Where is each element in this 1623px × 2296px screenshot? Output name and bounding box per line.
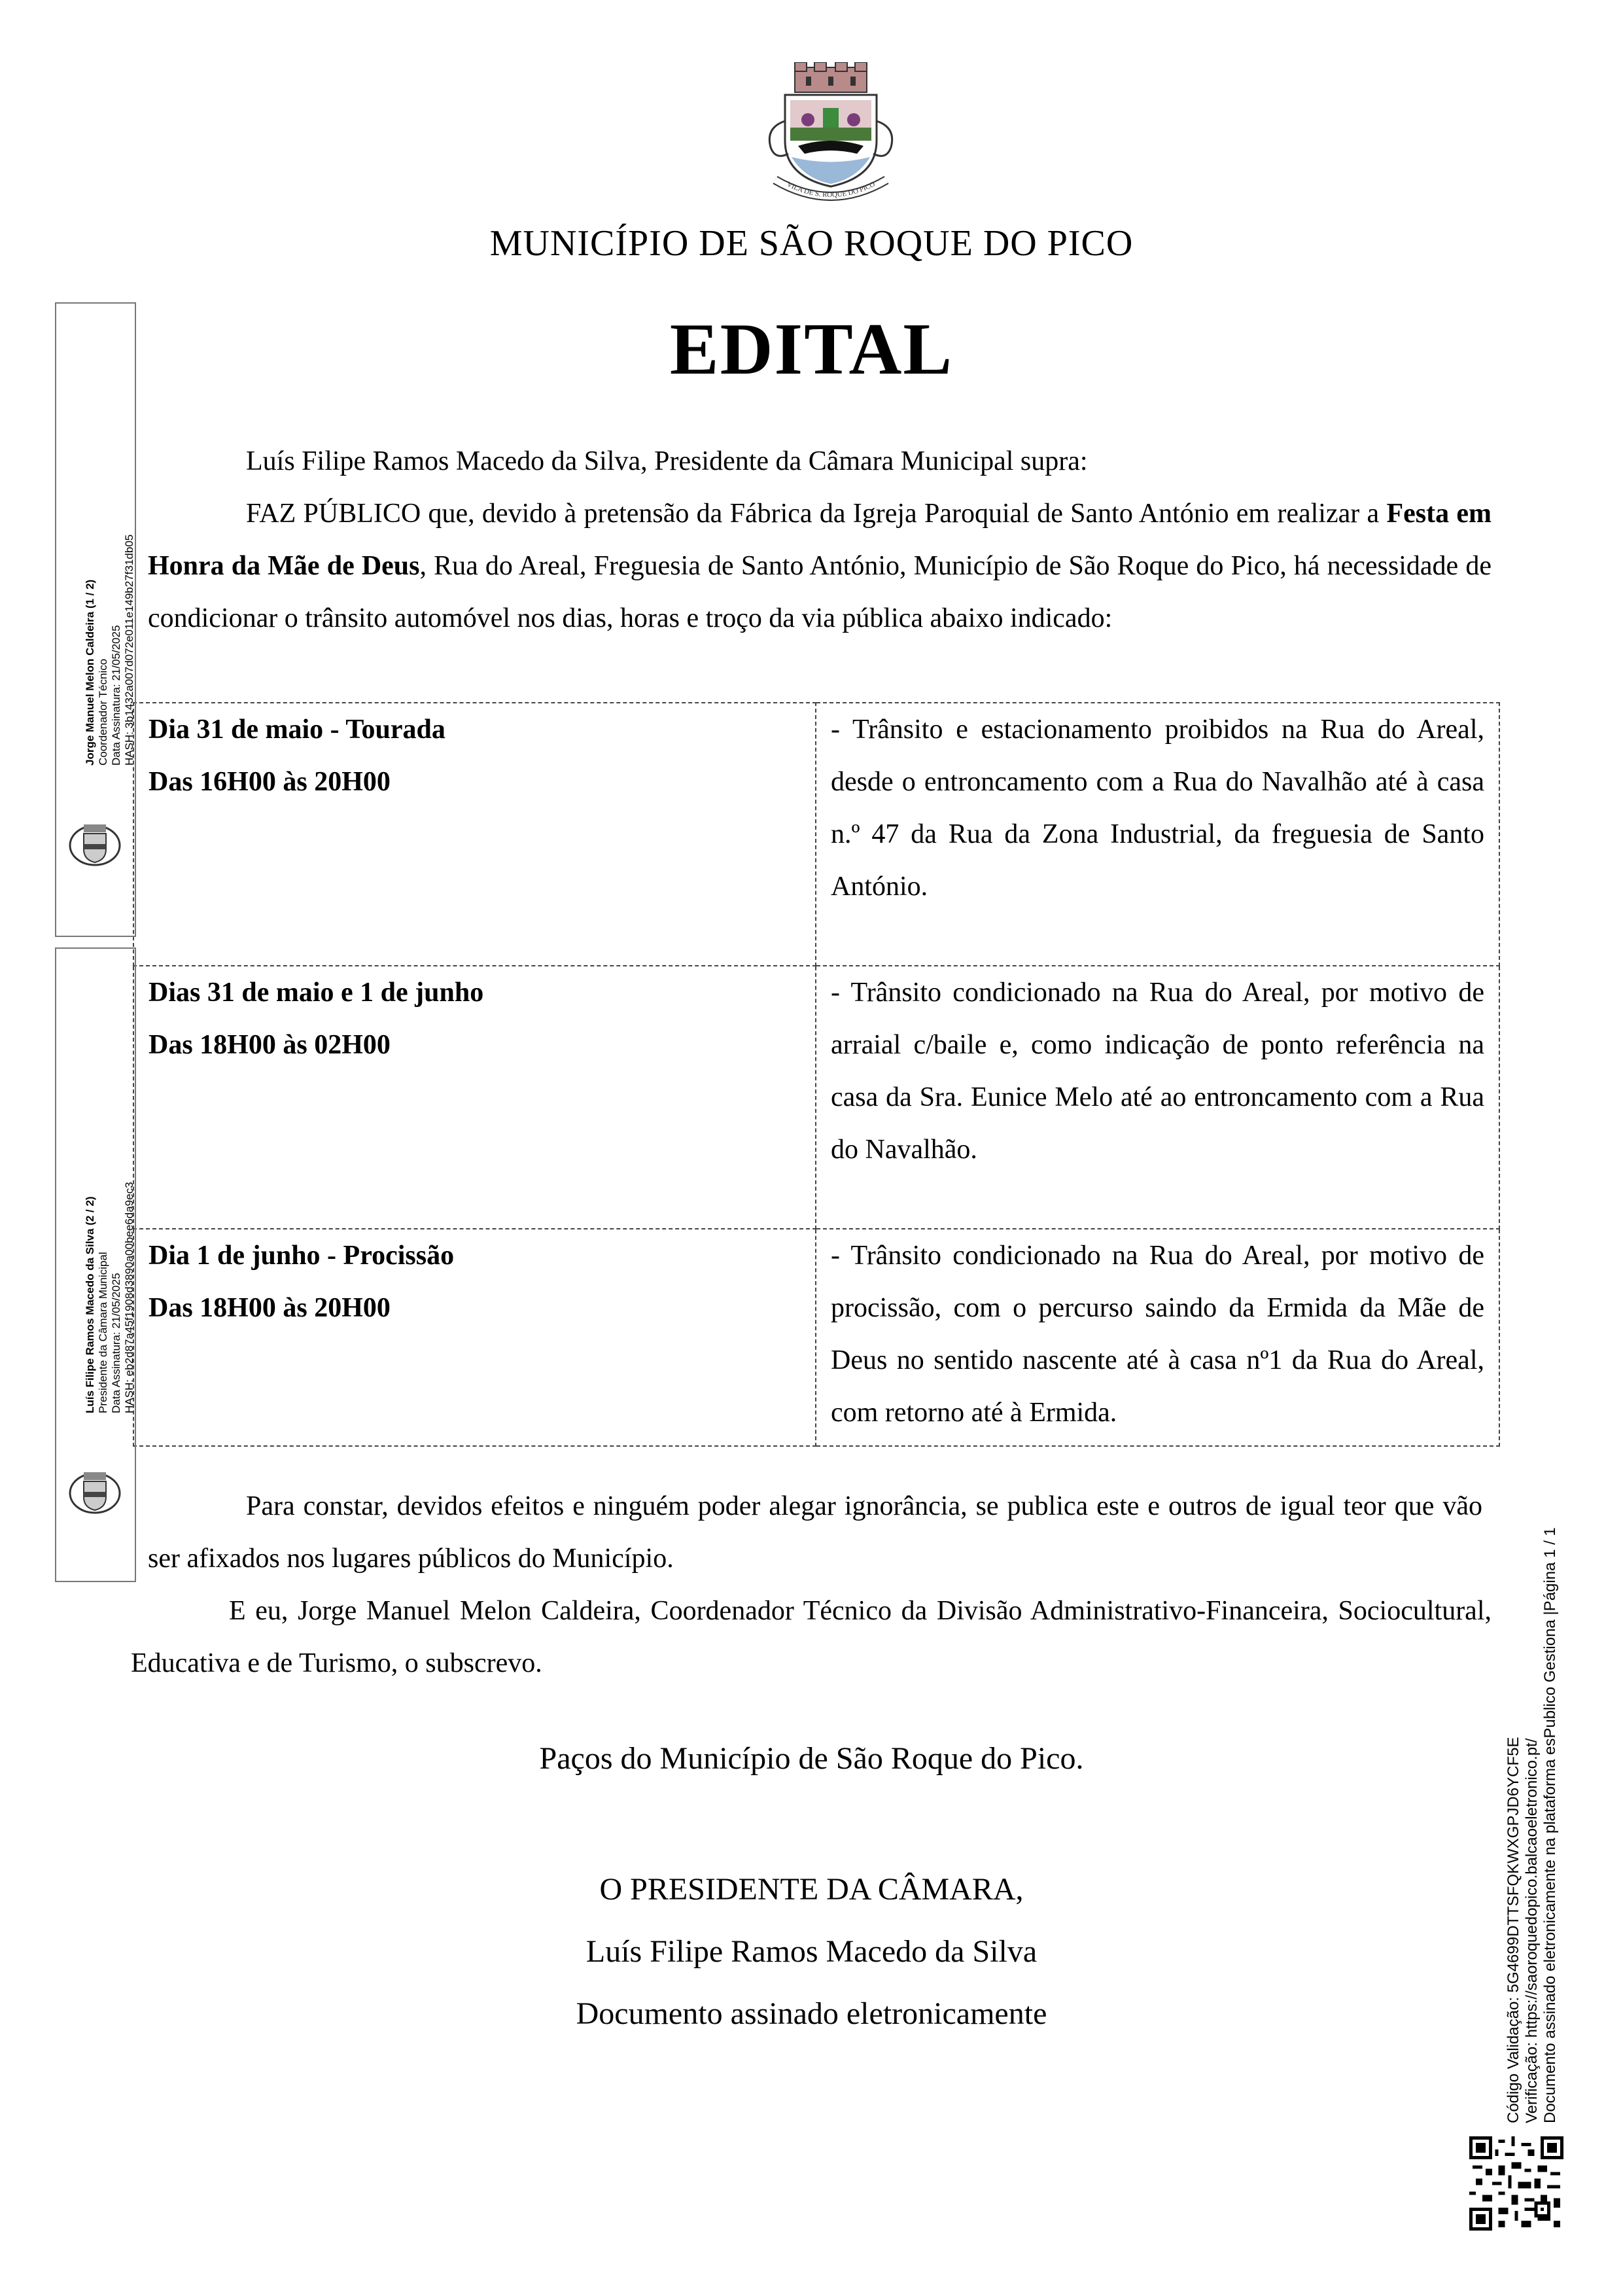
signature-2-role: Presidente da Câmara Municipal [97, 1252, 109, 1413]
signature-1-details [84, 535, 136, 766]
row-hours: Das 18H00 às 20H00 [148, 1293, 391, 1323]
table-row [133, 1229, 1499, 1446]
signatory-name: Luís Filipe Ramos Macedo da Silva [585, 1934, 1038, 1969]
verification-url[interactable]: Verificação: https://saoroquedopico.balcaoeletronico.pt/ [1523, 1738, 1541, 2123]
validation-block [1505, 1527, 1560, 2123]
signature-1-date: Data Assinatura: 21/05/2025 [110, 625, 122, 766]
table-row [133, 966, 1499, 1229]
signature-2-name: Luís Filipe Ramos Macedo da Silva (2 / 2) [84, 1196, 96, 1413]
table-cell-schedule [133, 966, 816, 1229]
row-day: Dia 31 de maio - Tourada [148, 715, 445, 745]
closing-paragraph: Para constar, devidos efeitos e ninguém poder alegar ignorância, se publica este e outros de igual teor que vão ser afixados nos lugares públicos do Município. [148, 1491, 1482, 1574]
row-hours: Das 16H00 às 20H00 [148, 767, 391, 797]
intro-text-end: , Rua do Areal, Freguesia de Santo António, Município de São Roque do Pico, há necessidade de condicionar o trânsito automóvel nos dias, horas e troço da via pública abaixo indicado: [148, 551, 1492, 633]
platform-note: Documento assinado eletronicamente na plataforma esPublico Gestiona |Página 1 / 1 [1541, 1527, 1559, 2123]
subscription-paragraph: E eu, Jorge Manuel Melon Caldeira, Coordenador Técnico da Divisão Administrativo-Financeira, Sociocultural, Educativa e de Turismo, o subscrevo. [131, 1596, 1492, 1678]
row-day: Dia 1 de junho - Procissão [148, 1241, 455, 1271]
document-title: EDITAL [669, 309, 954, 390]
signature-1-role: Coordenador Técnico [97, 658, 109, 766]
signature-2-seal-icon [65, 1466, 124, 1518]
municipal-crest-logo [759, 62, 903, 206]
table-cell-description: - Trânsito condicionado na Rua do Areal, por motivo de procissão, com o percurso saindo da Ermida da Mãe de Deus no sentido nascente até à casa nº1 da Rua do Areal, com retorno até à Ermida. [816, 1229, 1499, 1446]
table-row [133, 703, 1499, 966]
row-hours: Das 18H00 às 02H00 [148, 1030, 391, 1060]
signatory-role: O PRESIDENTE DA CÂMARA, [599, 1872, 1024, 1907]
intro-paragraph [148, 487, 1492, 645]
traffic-restrictions-table [133, 702, 1500, 1447]
table-cell-description: - Trânsito e estacionamento proibidos na Rua do Areal, desde o entroncamento com a Rua do Navalhão até à casa n.º 47 da Rua da Zona Industrial, da freguesia de Santo António. [816, 703, 1499, 966]
table-cell-schedule [133, 703, 816, 966]
signed-electronically-note: Documento assinado eletronicamente [576, 1996, 1047, 2031]
signature-1-seal-icon [65, 818, 124, 870]
signature-1-hash: HASH: 3b1432a007d072e011e149b27f31db05 [123, 534, 135, 766]
intro-text-start: FAZ PÚBLICO que, devido à pretensão da Fábrica da Igreja Paroquial de Santo António em realizar a [246, 499, 1387, 529]
signature-2-details [84, 1182, 136, 1413]
crest-motto: VILA DE S. ROQUE DO PICO [785, 180, 877, 200]
table-cell-schedule [133, 1229, 816, 1446]
validation-code: Código Validação: 5G4699DTTSFQKWXGPJD6YCF5E [1505, 1737, 1522, 2123]
place-line: Paços do Município de São Roque do Pico. [539, 1741, 1084, 1776]
signature-2-date: Data Assinatura: 21/05/2025 [110, 1273, 122, 1413]
signature-1-name: Jorge Manuel Melon Caldeira (1 / 2) [84, 579, 96, 766]
intro-line: Luís Filipe Ramos Macedo da Silva, Presidente da Câmara Municipal supra: [246, 446, 1088, 476]
municipality-name: MUNICÍPIO DE SÃO ROQUE DO PICO [489, 223, 1134, 264]
event-name: Festa em Honra da Mãe de Deus [148, 499, 1492, 581]
row-day: Dias 31 de maio e 1 de junho [148, 978, 484, 1008]
signature-2-hash: HASH: eb2d87a45f1908d3890a00bee6da9ec3 [123, 1182, 135, 1413]
table-cell-description: - Trânsito condicionado na Rua do Areal, por motivo de arraial c/baile e, como indicação de ponto referência na casa da Sra. Eunice Melo até ao entroncamento com a Rua do Navalhão. [816, 966, 1499, 1229]
qr-code-icon [1469, 2136, 1563, 2231]
